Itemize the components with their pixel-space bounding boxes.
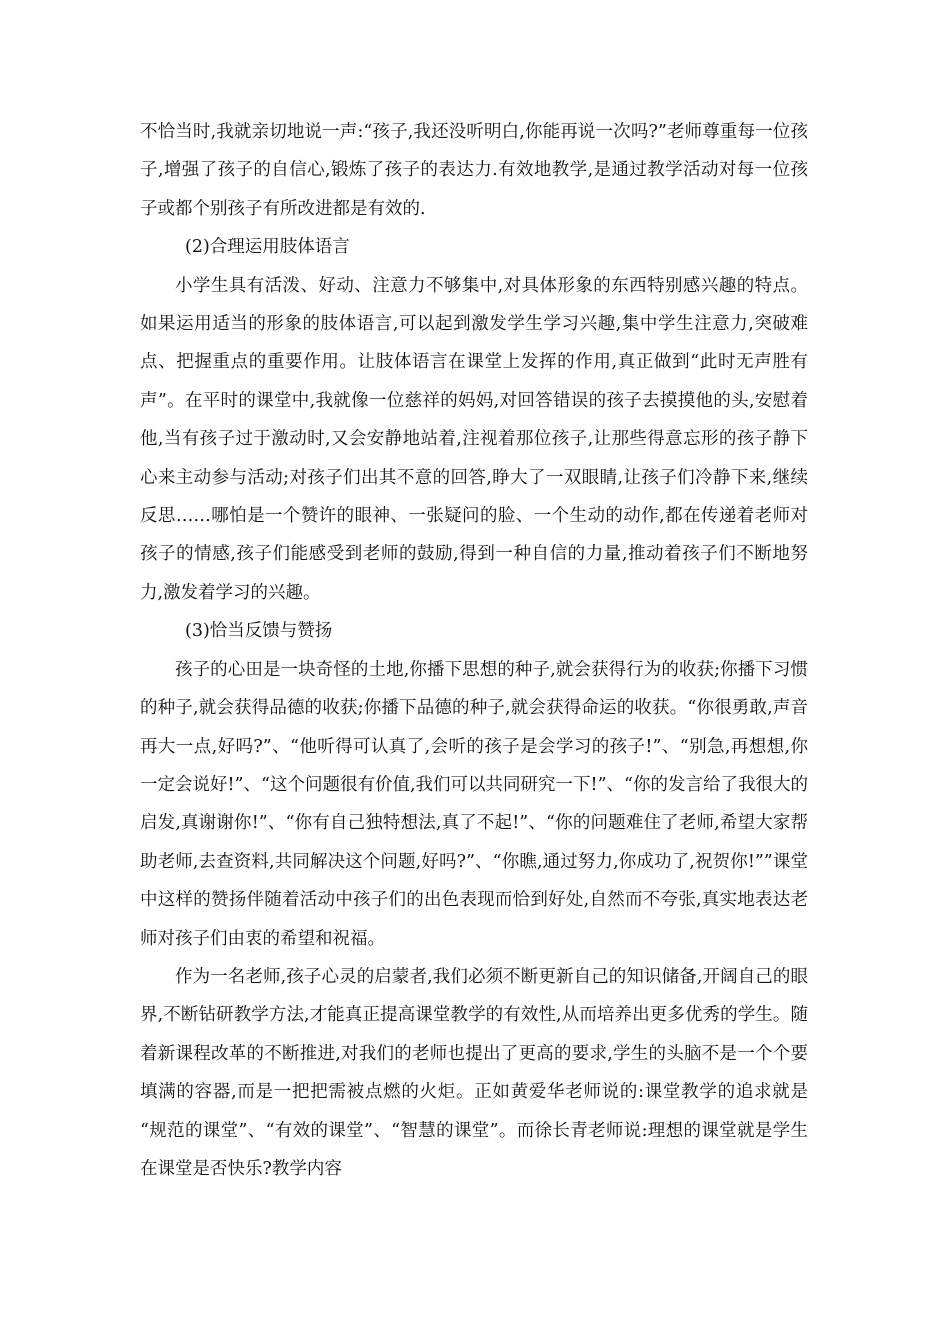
document-body	[140, 113, 808, 1188]
section-heading-feedback-praise: (3)恰当反馈与赞扬	[185, 621, 333, 642]
paragraph-continuation: 不恰当时,我就亲切地说一声:“孩子,我还没听明白,你能再说一次吗?”老师尊重每一位孩子,增强了孩子的自信心,锻炼了孩子的表达力.有效地教学,是通过教学活动对每一位孩子或都个别孩子有所改进都是有效的.	[140, 122, 808, 219]
paragraph-body-language: 小学生具有活泼、好动、注意力不够集中,对具体形象的东西特别感兴趣的特点。如果运用适当的形象的肢体语言,可以起到激发学生学习兴趣,集中学生注意力,突破难点、把握重点的重要作用。让肢体语言在课堂上发挥的作用,真正做到“此时无声胜有声”。在平时的课堂中,我就像一位慈祥的妈妈,对回答错误的孩子去摸摸他的头,安慰着他,当有孩子过于激动时,又会安静地站着,注视着那位孩子,让那些得意忘形的孩子静下心来主动参与活动;对孩子们出其不意的回答,睁大了一双眼睛,让孩子们冷静下来,继续反思……哪怕是一个赞许的眼神、一张疑问的脸、一个生动的动作,都在传递着老师对孩子的情感,孩子们能感受到老师的鼓励,得到一种自信的力量,推动着孩子们不断地努力,激发着学习的兴趣。	[140, 275, 808, 603]
section-heading-body-language: (2)合理运用肢体语言	[185, 237, 350, 258]
paragraph-feedback-praise: 孩子的心田是一块奇怪的土地,你播下思想的种子,就会获得行为的收获;你播下习惯的种子,就会获得品德的收获;你播下品德的种子,就会获得命运的收获。“你很勇敢,声音再大一点,好吗?”、“他听得可认真了,会听的孩子是会学习的孩子!”、“别急,再想想,你一定会说好!”、“这个问题很有价值,我们可以共同研究一下!”、“你的发言给了我很大的启发,真谢谢你!”、“你有自己独特想法,真了不起!”、“你的问题难住了老师,希望大家帮助老师,去查资料,共同解决这个问题,好吗?”、“你瞧,通过努力,你成功了,祝贺你!””课堂中这样的赞扬伴随着活动中孩子们的出色表现而恰到好处,自然而不夸张,真实地表达老师对孩子们由衷的希望和祝福。	[140, 659, 808, 949]
paragraph-conclusion: 作为一名老师,孩子心灵的启蒙者,我们必须不断更新自己的知识储备,开阔自己的眼界,不断钻研教学方法,才能真正提高课堂教学的有效性,从而培养出更多优秀的学生。随着新课程改革的不断推进,对我们的老师也提出了更高的要求,学生的头脑不是一个个要填满的容器,而是一把把需被点燃的火炬。正如黄爱华老师说的:课堂教学的追求就是 “规范的课堂”、“有效的课堂”、“智慧的课堂”。而徐长青老师说:理想的课堂就是学生在课堂是否快乐?教学内容	[140, 966, 808, 1179]
